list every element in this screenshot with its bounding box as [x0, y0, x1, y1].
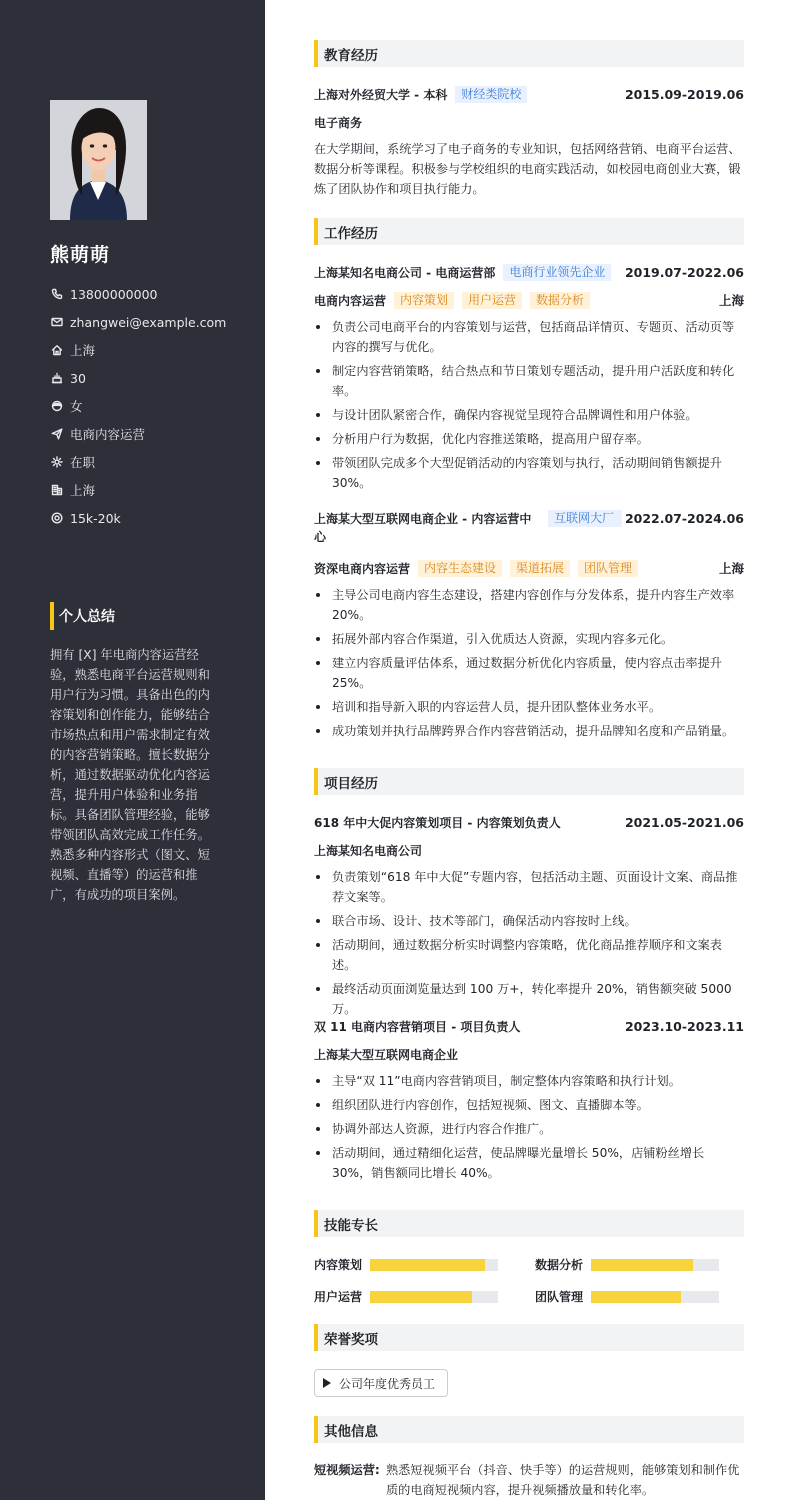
- list-item: 制定内容营销策略，结合热点和节日策划专题活动，提升用户活跃度和转化率。: [314, 361, 744, 401]
- skill-item: [535, 1256, 719, 1273]
- skill-name: 团队管理: [535, 1290, 584, 1304]
- list-item: 主导“双 11”电商内容营销项目，制定整体内容策略和执行计划。: [314, 1071, 744, 1091]
- education-major: 电子商务: [314, 116, 363, 130]
- skill-tag: 渠道拓展: [510, 560, 570, 577]
- skill-bar: [591, 1291, 719, 1303]
- list-item: 联合市场、设计、技术等部门，确保活动内容按时上线。: [314, 911, 744, 931]
- play-icon: [323, 1378, 331, 1388]
- mail-icon: [50, 315, 64, 329]
- summary-text: 拥有 [X] 年电商内容运营经验，熟悉电商平台运营规则和用户行为习惯。具备出色的内容策划和创作能力，能够结合市场热点和用户需求制定有效的内容营销策略。擅长数据分析，通过数据驱动优化内容运营，提升用户体验和业务指标。具备团队管理经验，能够带领团队高效完成工作任务。熟悉多种内容形式（图文、短视频、直播等）的运营和推广，有成功的项目案例。: [50, 648, 210, 902]
- skill-bar-fill: [591, 1259, 693, 1271]
- info-text: 30: [70, 370, 86, 386]
- info-position: [50, 420, 226, 448]
- list-item: 建立内容质量评估体系，通过数据分析优化内容质量，使内容点击率提升 25%。: [314, 653, 744, 693]
- job-position: 资深电商内容运营: [314, 561, 411, 576]
- home-icon: [50, 343, 64, 357]
- info-email: [50, 308, 226, 336]
- project-company: 上海某知名电商公司: [314, 844, 423, 858]
- info-text: 上海: [70, 483, 96, 498]
- job-date: 2019.07-2022.06: [624, 264, 744, 280]
- summary-heading: 个人总结: [50, 602, 115, 630]
- skill-bar-fill: [370, 1291, 472, 1303]
- project-name: 双 11 电商内容营销项目 - 项目负责人: [314, 1019, 521, 1034]
- skill-tag: 数据分析: [530, 292, 590, 309]
- job-company: 上海某大型互联网电商企业 - 内容运营中心: [314, 512, 532, 544]
- school-tag: 财经类院校: [455, 86, 527, 103]
- other-label: 短视频运营:: [314, 1463, 380, 1477]
- list-item: 培训和指导新入职的内容运营人员，提升团队整体业务水平。: [314, 697, 744, 717]
- project-2-bullets: [314, 1071, 744, 1187]
- skill-tag: 团队管理: [578, 560, 638, 577]
- other-text: 熟悉短视频平台（抖音、快手等）的运营规则，能够策划和制作优质的电商短视频内容，提升视频播放量和转化率。: [386, 1463, 740, 1497]
- project-company: 上海某大型互联网电商企业: [314, 1048, 459, 1062]
- status-icon: [50, 455, 64, 469]
- candidate-name: 熊萌萌: [50, 244, 111, 266]
- info-text: zhangwei@example.com: [70, 314, 227, 330]
- job-2-position-row: [314, 558, 744, 578]
- info-text: 13800000000: [70, 286, 158, 302]
- info-city: [50, 476, 226, 504]
- job-2-row: [314, 510, 744, 546]
- list-item: 负责策划“618 年中大促”专题内容，包括活动主题、页面设计文案、商品推荐文案等。: [314, 867, 744, 907]
- info-phone: [50, 280, 226, 308]
- project-1-bullets: [314, 867, 744, 1023]
- job-2-bullets: [314, 585, 744, 745]
- skill-bar: [370, 1259, 498, 1271]
- education-description: 在大学期间，系统学习了电子商务的专业知识，包括网络营销、电商平台运营、数据分析等课程。积极参与学校组织的电商实践活动，如校园电商创业大赛，锻炼了团队协作和项目执行能力。: [314, 142, 741, 196]
- contact-info-list: [50, 280, 226, 532]
- skill-tag: 内容策划: [394, 292, 454, 309]
- education-date: 2015.09-2019.06: [624, 86, 744, 102]
- list-item: 协调外部达人资源，进行内容合作推广。: [314, 1119, 744, 1139]
- send-icon: [50, 427, 64, 441]
- list-item: 活动期间，通过精细化运营，使品牌曝光量增长 50%，店铺粉丝增长 30%，销售额同比增长 40%。: [314, 1143, 744, 1183]
- info-text: 女: [70, 399, 83, 414]
- job-city: 上海: [718, 293, 744, 308]
- project-2-row: [314, 1016, 744, 1036]
- company-tag: 互联网大厂: [548, 510, 622, 527]
- skills-heading: 技能专长: [314, 1210, 744, 1237]
- job-city: 上海: [718, 561, 744, 576]
- project-date: 2021.05-2021.06: [624, 814, 744, 830]
- company-tag: 电商行业领先企业: [503, 264, 611, 281]
- skill-name: 用户运营: [314, 1290, 363, 1304]
- other-item: [314, 1460, 744, 1500]
- info-text: 上海: [70, 343, 96, 358]
- job-1-bullets: [314, 317, 744, 497]
- project-date: 2023.10-2023.11: [624, 1018, 744, 1034]
- job-position: 电商内容运营: [314, 293, 387, 308]
- project-1-row: [314, 812, 744, 832]
- job-company: 上海某知名电商公司 - 电商运营部: [314, 265, 496, 280]
- list-item: 带领团队完成多个大型促销活动的内容策划与执行，活动期间销售额提升 30%。: [314, 453, 744, 493]
- info-text: 电商内容运营: [70, 427, 146, 442]
- skill-item: [314, 1288, 498, 1305]
- job-1-position-row: [314, 290, 744, 310]
- school-name: 上海对外经贸大学 - 本科: [314, 87, 448, 102]
- list-item: 主导公司电商内容生态建设，搭建内容创作与分发体系，提升内容生产效率 20%。: [314, 585, 744, 625]
- info-age: [50, 364, 226, 392]
- list-item: 活动期间，通过数据分析实时调整内容策略，优化商品推荐顺序和文案表述。: [314, 935, 744, 975]
- skill-bar: [591, 1259, 719, 1271]
- info-location: [50, 336, 226, 364]
- education-heading: 教育经历: [314, 40, 744, 67]
- projects-heading: 项目经历: [314, 768, 744, 795]
- phone-icon: [50, 287, 64, 301]
- list-item: 分析用户行为数据，优化内容推送策略，提高用户留存率。: [314, 429, 744, 449]
- profile-photo: [50, 100, 147, 220]
- info-status: [50, 448, 226, 476]
- info-text: 在职: [70, 455, 96, 470]
- skill-tag: 用户运营: [462, 292, 522, 309]
- education-row: [314, 84, 744, 104]
- info-salary: [50, 504, 226, 532]
- list-item: 成功策划并执行品牌跨界合作内容营销活动，提升品牌知名度和产品销量。: [314, 721, 744, 741]
- other-heading: 其他信息: [314, 1416, 744, 1443]
- list-item: 与设计团队紧密合作，确保内容视觉呈现符合品牌调性和用户体验。: [314, 405, 744, 425]
- list-item: 负责公司电商平台的内容策划与运营，包括商品详情页、专题页、活动页等内容的撰写与优化。: [314, 317, 744, 357]
- list-item: 拓展外部内容合作渠道，引入优质达人资源，实现内容多元化。: [314, 629, 744, 649]
- sidebar: [0, 0, 265, 1500]
- skill-tag: 内容生态建设: [418, 560, 502, 577]
- award-item[interactable]: [314, 1369, 448, 1397]
- building-icon: [50, 483, 64, 497]
- list-item: 最终活动页面浏览量达到 100 万+，转化率提升 20%，销售额突破 5000 万。: [314, 979, 744, 1019]
- skill-item: [314, 1256, 498, 1273]
- skill-name: 内容策划: [314, 1258, 363, 1272]
- skill-item: [535, 1288, 719, 1305]
- info-gender: [50, 392, 226, 420]
- job-date: 2022.07-2024.06: [624, 511, 744, 526]
- birthday-icon: [50, 371, 64, 385]
- job-1-row: [314, 262, 744, 282]
- list-item: 组织团队进行内容创作，包括短视频、图文、直播脚本等。: [314, 1095, 744, 1115]
- skill-bar-fill: [370, 1259, 485, 1271]
- award-label: 公司年度优秀员工: [339, 1376, 436, 1391]
- skill-name: 数据分析: [535, 1258, 584, 1272]
- info-text: 15k-20k: [70, 510, 121, 526]
- honors-heading: 荣誉奖项: [314, 1324, 744, 1351]
- salary-icon: [50, 511, 64, 525]
- skill-bar: [370, 1291, 498, 1303]
- work-heading: 工作经历: [314, 218, 744, 245]
- gender-icon: [50, 399, 64, 413]
- project-name: 618 年中大促内容策划项目 - 内容策划负责人: [314, 815, 561, 830]
- skill-bar-fill: [591, 1291, 681, 1303]
